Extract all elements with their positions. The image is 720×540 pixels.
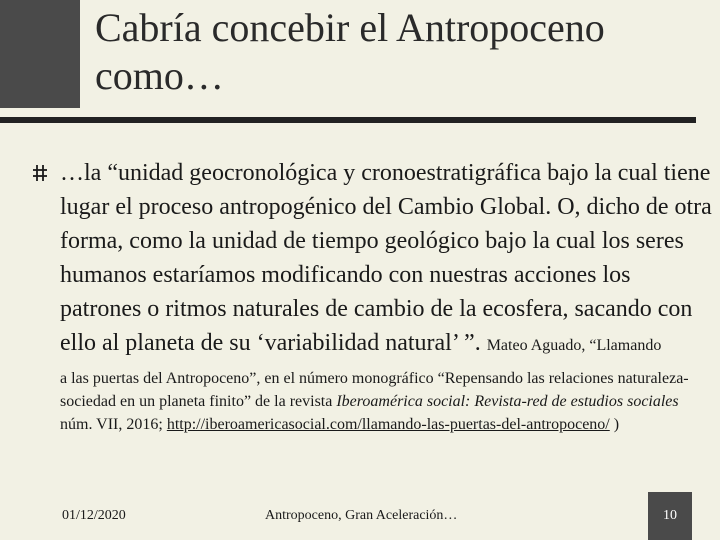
footer-date: 01/12/2020	[62, 508, 126, 523]
slide-title: Cabría concebir el Antropoceno como…	[95, 5, 605, 98]
journal-name: Iberoamérica social: Revista-red de estudios sociales	[336, 393, 679, 410]
slide-body	[60, 156, 712, 436]
footer-title: Antropoceno, Gran Aceleración…	[265, 508, 458, 523]
citation-issue: núm. VII, 2016;	[60, 416, 163, 433]
hash-bullet-icon	[33, 164, 47, 182]
title-accent-bar	[0, 0, 80, 108]
citation-paragraph	[60, 367, 712, 436]
citation-closing: )	[613, 416, 620, 433]
title-divider	[0, 117, 696, 123]
source-link[interactable]: http://iberoamericasocial.com/llamando-las-puertas-del-antropoceno/	[166, 416, 610, 433]
quote-paragraph	[60, 156, 712, 363]
citation-text: a las puertas del Antropoceno”, en el número monográfico “Repensando las relaciones naturaleza-sociedad en un planeta finito” de la revista	[60, 370, 689, 410]
page-number: 10	[663, 508, 677, 523]
citation-author: Mateo Aguado, “Llamando	[486, 337, 662, 354]
quote-text: …la “unidad geocronológica y cronoestratigráfica bajo la cual tiene lugar el proceso antropogénico del Cambio Global. O, dicho de otra forma, como la unidad de tiempo geológico bajo la cual los seres humanos estaríamos modificando con nuestras acciones los patrones o ritmos naturales de cambio de la ecosfera, sacando con ello al planeta de su ‘variabilidad natural’ ”.	[60, 160, 712, 356]
